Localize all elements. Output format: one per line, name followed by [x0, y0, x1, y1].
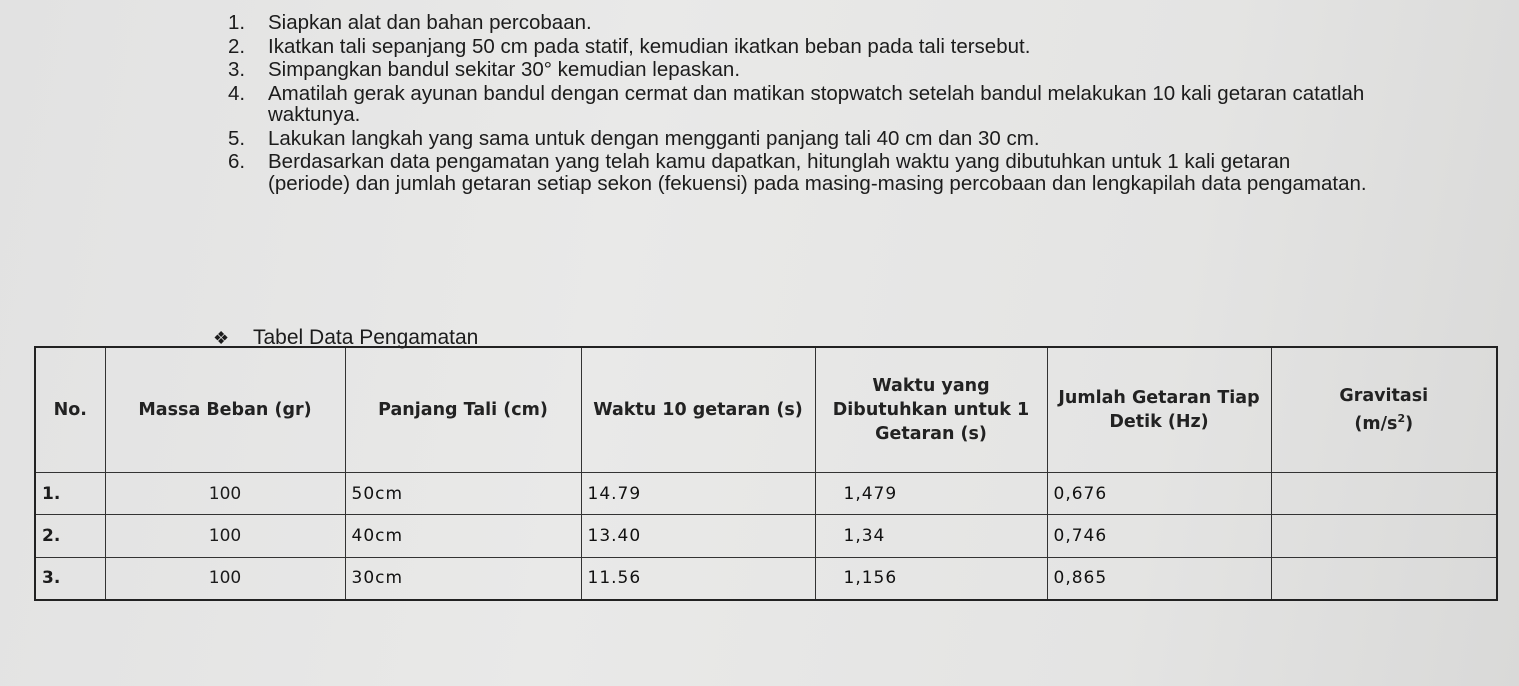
header-waktu-10: Waktu 10 getaran (s) [581, 347, 815, 473]
section-title-text: Tabel Data Pengamatan [253, 326, 479, 349]
cell-periode-handwritten[interactable]: 1,479 [815, 473, 1047, 515]
step-number: 6. [228, 150, 246, 173]
table-row [35, 515, 1497, 557]
observation-table [34, 346, 1498, 601]
cell-massa: 100 [105, 473, 345, 515]
procedure-step [224, 151, 1374, 194]
gravitasi-unit: $(m/s^2)$ [1354, 412, 1414, 435]
cell-periode-handwritten[interactable]: 1,34 [815, 515, 1047, 557]
procedure-step [224, 83, 1374, 126]
step-text: Ikatkan tali sepanjang 50 cm pada statif, kemudian ikatkan beban pada tali tersebut. [268, 34, 1031, 58]
gravitasi-label: Gravitasi [1339, 385, 1429, 406]
procedure-step [224, 36, 1374, 58]
cell-waktu10-handwritten[interactable]: 11.56 [581, 557, 815, 600]
cell-periode-handwritten[interactable]: 1,156 [815, 557, 1047, 600]
header-periode: Waktu yang Dibutuhkan untuk 1 Getaran (s) [815, 347, 1047, 473]
step-text: Berdasarkan data pengamatan yang telah kamu dapatkan, hitunglah waktu yang dibutuhkan untuk 1 kali getaran (periode) dan jumlah getaran setiap sekon (fekuensi) pada masing-masing percobaan dan lengkapilah data pengamatan. [268, 150, 1367, 195]
cell-gravitasi-empty[interactable] [1271, 473, 1497, 515]
cell-frekuensi-handwritten[interactable]: 0,865 [1047, 557, 1271, 600]
cell-gravitasi-empty[interactable] [1271, 557, 1497, 600]
procedure-step [224, 128, 1374, 150]
cell-massa: 100 [105, 515, 345, 557]
cell-no: 1. [35, 473, 105, 515]
step-text: Siapkan alat dan bahan percobaan. [268, 11, 592, 34]
table-row [35, 473, 1497, 515]
cell-panjang-handwritten[interactable]: 30cm [345, 557, 581, 600]
header-gravitasi [1271, 347, 1497, 473]
diamond-bullet-icon: ❖ [213, 328, 230, 348]
step-text: Amatilah gerak ayunan bandul dengan cermat dan matikan stopwatch setelah bandul melakukan 10 kali getaran catatlah waktunya. [268, 81, 1365, 126]
cell-waktu10-handwritten[interactable]: 14.79 [581, 473, 815, 515]
cell-massa: 100 [105, 557, 345, 600]
cell-no: 3. [35, 557, 105, 600]
cell-no: 2. [35, 515, 105, 557]
step-number: 3. [228, 58, 246, 81]
cell-frekuensi-handwritten[interactable]: 0,746 [1047, 515, 1271, 557]
cell-waktu10-handwritten[interactable]: 13.40 [581, 515, 815, 557]
step-number: 4. [228, 81, 246, 105]
header-panjang: Panjang Tali (cm) [345, 347, 581, 473]
step-number: 5. [228, 126, 246, 150]
header-massa: Massa Beban (gr) [105, 347, 345, 473]
cell-panjang-handwritten[interactable]: 50cm [345, 473, 581, 515]
cell-panjang-handwritten[interactable]: 40cm [345, 515, 581, 557]
step-number: 1. [228, 11, 246, 34]
procedure-steps [224, 12, 1374, 196]
procedure-step [224, 12, 1374, 34]
step-text: Simpangkan bandul sekitar 30° kemudian lepaskan. [268, 58, 741, 81]
cell-gravitasi-empty[interactable] [1271, 515, 1497, 557]
cell-frekuensi-handwritten[interactable]: 0,676 [1047, 473, 1271, 515]
step-number: 2. [228, 34, 246, 58]
procedure-step [224, 59, 1374, 81]
table-row [35, 557, 1497, 600]
step-text: Lakukan langkah yang sama untuk dengan mengganti panjang tali 40 cm dan 30 cm. [268, 126, 1040, 150]
table-header-row [35, 347, 1497, 473]
header-frekuensi: Jumlah Getaran Tiap Detik (Hz) [1047, 347, 1271, 473]
header-no: No. [35, 347, 105, 473]
